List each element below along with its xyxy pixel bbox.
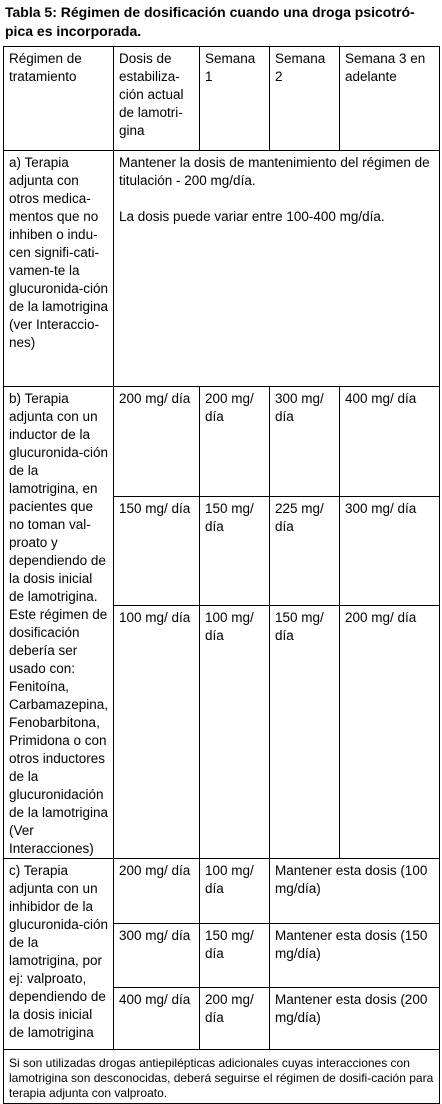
header-semana-1: Semana 1 [200, 47, 270, 151]
row-b-3-dosis: 100 mg/ día [114, 606, 200, 859]
row-b-2-semana-2: 225 mg/ día [270, 496, 340, 606]
header-semana-2: Semana 2 [270, 47, 340, 151]
row-b-1-semana-1: 200 mg/ día [200, 387, 270, 497]
row-b-3-semana-3: 200 mg/ día [340, 606, 440, 859]
row-a-text-1: Mantener la dosis de mantenimiento del régimen de titulación - 200 mg/día. [119, 155, 430, 188]
row-b-2-semana-1: 150 mg/ día [200, 496, 270, 606]
header-row [4, 47, 440, 151]
row-a-content [114, 151, 440, 387]
table-title: Tabla 5: Régimen de dosificación cuando una droga psicotró-pica es incorporada. [5, 4, 415, 39]
row-b-1 [4, 387, 440, 497]
row-b-1-semana-3: 400 mg/ día [340, 387, 440, 497]
row-a [4, 151, 440, 387]
row-c-2-semana-1: 150 mg/ día [200, 924, 270, 988]
row-b-2-dosis: 150 mg/ día [114, 496, 200, 606]
row-a-text-2: La dosis puede variar entre 100-400 mg/día. [119, 209, 385, 224]
dosing-table [3, 46, 440, 1104]
row-b-label: b) Terapia adjunta con un inductor de la glucuronida-ción de la lamotrigina, en pacientes que no toman val-proato y dependiendo de la dosis inicial de lamotrigina. Este régimen de dosificación debería ser usado con: Fenitoína, Carbamazepina, Fenobarbitona, Primidona o con otros inductores de la glucuronidación de la lamotrigina (Ver Interacciones) [4, 387, 114, 859]
row-c-1-semana-3: Mantener esta dosis (100 mg/día) [270, 859, 440, 924]
header-dosis-actual: Dosis de estabiliza-ción actual de lamotri-gina [114, 47, 200, 151]
row-a-label: a) Terapia adjunta con otros medica-mentos que no inhiben o indu-cen signifi-cati-vamen-te la glucuronida-ción de la lamotrigina (ver Interaccio-nes) [4, 151, 114, 387]
row-b-3-semana-2: 150 mg/ día [270, 606, 340, 859]
row-b-1-semana-2: 300 mg/ día [270, 387, 340, 497]
row-b-1-dosis: 200 mg/ día [114, 387, 200, 497]
header-semana-3: Semana 3 en adelante [340, 47, 440, 151]
row-c-1-dosis: 200 mg/ día [114, 859, 200, 924]
row-c-1-semana-1: 100 mg/ día [200, 859, 270, 924]
row-b-3-semana-1: 100 mg/ día [200, 606, 270, 859]
row-b-2-semana-3: 300 mg/ día [340, 496, 440, 606]
row-c-3-semana-1: 200 mg/ día [200, 988, 270, 1050]
row-c-3-dosis: 400 mg/ día [114, 988, 200, 1050]
row-c-2-dosis: 300 mg/ día [114, 924, 200, 988]
row-c-2-semana-3: Mantener esta dosis (150 mg/día) [270, 924, 440, 988]
row-c-label: c) Terapia adjunta con un inhibidor de la glucuronida-ción de la lamotrigina, por ej: valproato, dependiendo de la dosis inicial de lamotrigina [4, 859, 114, 1050]
header-regimen: Régimen de tratamiento [4, 47, 114, 151]
footnote: Si son utilizadas drogas antiepilépticas adicionales cuyas interacciones con lamotrigina son desconocidas, deberá seguirse el régimen de dosifi-cación para terapia adjunta con valproato. [4, 1050, 440, 1104]
row-c-3-semana-3: Mantener esta dosis (200 mg/día) [270, 988, 440, 1050]
footnote-row [4, 1050, 440, 1104]
